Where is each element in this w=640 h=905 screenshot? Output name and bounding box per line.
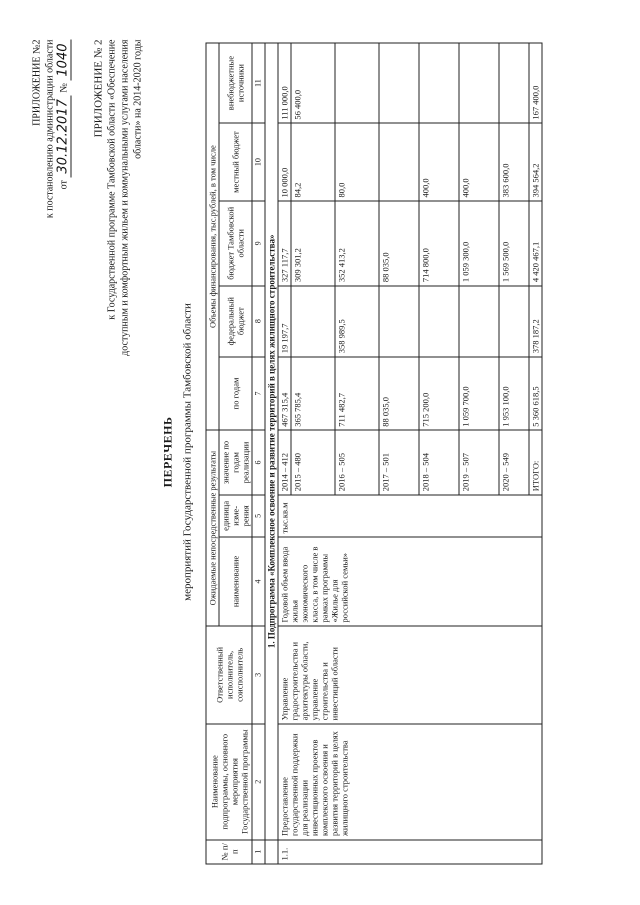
document-page	[1, 0, 640, 905]
header-extra: внебюджетные источники	[219, 43, 252, 123]
row-extra: 56 400,0	[291, 43, 335, 123]
header-result-name: наименование	[219, 537, 252, 626]
row-local: 80,0	[335, 123, 379, 201]
row-extra	[335, 43, 379, 123]
row-value: 2018 – 504	[419, 430, 459, 495]
row-value: 2014 – 412	[278, 430, 291, 495]
appendix-title: ПРИЛОЖЕНИЕ № 2	[92, 39, 105, 138]
appendix-line2: доступным и комфортным жильем и коммунальными услугами населения	[119, 39, 131, 356]
col-number: 7	[252, 357, 265, 430]
date-prefix: от	[58, 180, 70, 190]
item-unit: тыс.кв.м	[278, 495, 542, 537]
number-prefix: №	[58, 83, 70, 93]
header-results: Ожидаемые непосредственные результаты	[206, 430, 219, 626]
header-funding: Объемы финансирования, тыс.рублей, в том числе	[206, 43, 219, 430]
row-years: 715 200,0	[419, 357, 459, 430]
row-regional: 327 117,7	[278, 201, 291, 286]
col-number: 10	[252, 123, 265, 201]
col-number: 6	[252, 430, 265, 495]
col-number: 4	[252, 537, 265, 626]
row-extra	[419, 43, 459, 123]
row-federal: 358 989,5	[335, 286, 379, 357]
row-regional: 352 413,2	[335, 201, 379, 286]
row-local: 383 600,0	[499, 123, 529, 201]
row-regional: 309 301,2	[291, 201, 335, 286]
section-row	[265, 43, 278, 864]
header-result-unit: единица изме-рения	[219, 495, 252, 537]
item-num: 1.1.	[278, 840, 542, 864]
row-federal	[291, 286, 335, 357]
row-years: 1 953 100,0	[499, 357, 529, 430]
header-federal: федеральный бюджет	[219, 286, 252, 357]
row-value: 2015 – 480	[291, 430, 335, 495]
column-numbers-row	[252, 43, 265, 864]
row-extra	[499, 43, 529, 123]
header-result-value: значение по годам реализации	[219, 430, 252, 495]
row-years: 365 785,4	[291, 357, 335, 430]
table-row	[278, 43, 291, 864]
row-local: 400,0	[459, 123, 499, 201]
row-federal: 19 197,7	[278, 286, 291, 357]
row-extra	[459, 43, 499, 123]
header-funding-years: по годам	[219, 357, 252, 430]
row-regional: 4 420 467,1	[529, 201, 542, 286]
stamp-line: к постановлению администрации области	[44, 39, 56, 219]
header-num: № п/п	[206, 840, 252, 864]
row-local: 394 564,2	[529, 123, 542, 201]
row-federal	[379, 286, 419, 357]
header-executor: Ответственный исполнитель, соисполнитель	[206, 626, 252, 724]
row-extra: 111 000,0	[278, 43, 291, 123]
row-regional: 714 800,0	[419, 201, 459, 286]
row-value: 2016 – 505	[335, 430, 379, 495]
appendix-block	[93, 40, 145, 440]
row-years: 467 315,4	[278, 357, 291, 430]
header-name: Наименование подпрограммы, основного мероприятия Государственной программы	[206, 724, 252, 840]
item-result-name: Годовой объем ввода жилья экономического класса, в том числе в рамках программы «Жилье для российской семьи»	[278, 537, 542, 626]
item-executor: Управление градостроительства и архитектуры области, управление строительства и инвестиций области	[278, 626, 542, 724]
row-years: 1 059 700,0	[459, 357, 499, 430]
header-regional: бюджет Тамбовской области	[219, 201, 252, 286]
row-federal	[499, 286, 529, 357]
col-number: 2	[252, 724, 265, 840]
row-years: 5 360 618,5	[529, 357, 542, 430]
row-local	[379, 123, 419, 201]
header-local: местный бюджет	[219, 123, 252, 201]
row-local: 84,2	[291, 123, 335, 201]
row-local: 10 000,0	[278, 123, 291, 201]
stamp-title: ПРИЛОЖЕНИЕ №2	[31, 39, 43, 126]
row-federal	[459, 286, 499, 357]
col-number: 3	[252, 626, 265, 724]
row-years: 88 035,0	[379, 357, 419, 430]
document-heading	[161, 0, 194, 905]
handwritten-number: 1040	[56, 40, 72, 81]
row-extra	[379, 43, 419, 123]
stamp-date-line	[57, 40, 71, 420]
approval-stamp	[31, 40, 71, 420]
row-local: 400,0	[419, 123, 459, 201]
item-name: Предоставление государственной поддержки для реализации инвестиционных проектов комплексного освоения и развития территорий в целях жилищного строительства	[278, 724, 542, 840]
row-federal	[419, 286, 459, 357]
row-value: 2020 – 549	[499, 430, 529, 495]
measures-table	[206, 43, 543, 865]
row-regional: 88 035,0	[379, 201, 419, 286]
col-number: 8	[252, 286, 265, 357]
col-number: 1	[252, 840, 265, 864]
document-title: ПЕРЕЧЕНЬ	[160, 416, 175, 488]
row-federal: 378 187,2	[529, 286, 542, 357]
row-regional: 1 059 300,0	[459, 201, 499, 286]
row-extra: 167 400,0	[529, 43, 542, 123]
col-number: 9	[252, 201, 265, 286]
col-number: 5	[252, 495, 265, 537]
section-title: 1. Подпрограмма «Комплексное освоение и развитие территорий в целях жилищного строительства»	[265, 43, 278, 840]
row-years: 711 482,7	[335, 357, 379, 430]
row-value: 2017 – 501	[379, 430, 419, 495]
row-value: ИТОГО:	[529, 430, 542, 495]
row-value: 2019 – 507	[459, 430, 499, 495]
appendix-line3: области» на 2014-2020 годы	[132, 39, 144, 159]
appendix-line1: к Государственной программе Тамбовской области «Обеспечение	[106, 39, 118, 320]
document-subtitle: мероприятий Государственной программы Тамбовской области	[181, 303, 194, 601]
handwritten-date: 30.12.2017	[56, 95, 72, 177]
col-number: 11	[252, 43, 265, 123]
row-regional: 1 569 500,0	[499, 201, 529, 286]
